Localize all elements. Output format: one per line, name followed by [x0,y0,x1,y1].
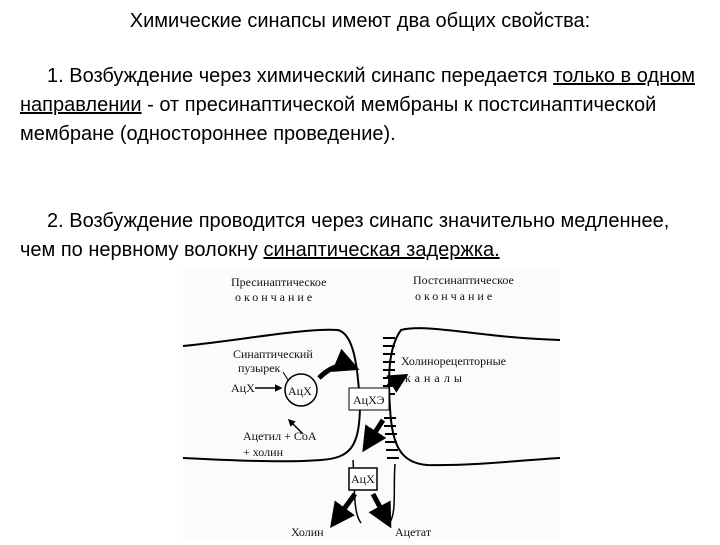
vesicle-label-2: пузырек [238,361,281,375]
ach-left-label: АцХ [231,381,255,395]
postsyn-label-1: Постсинаптическое [413,273,514,287]
paragraph-one-rest: - от пресинаптической мембраны к постсинаптической мембране (одностороннее проведение). [20,94,657,145]
paragraph-two [20,207,710,265]
postsyn-label-2: окончание [415,289,496,303]
vesicle-ach: АцХ [288,384,312,398]
acetyl-label-1: Ацетил + СоА [243,429,317,443]
acetyl-label-2: + холин [243,445,283,459]
vesicle-label-1: Синаптический [233,347,313,361]
paragraph-one-underlined: только в одном направлении [20,65,695,116]
ache-label: АцХЭ [353,393,385,407]
channels-label-1: Холинорецепторные [401,354,506,368]
synapse-diagram [183,268,560,540]
paragraph-two-intro: 2. Возбуждение проводится через синапс значительно медленнее, чем по нервному волокну [20,210,670,261]
choline-label: Холин [291,525,324,539]
paragraph-one [20,62,710,149]
presyn-label-1: Пресинаптическое [231,275,327,289]
paragraph-one-intro: 1. Возбуждение через химический синапс передается [47,65,548,87]
slide-title: Химические синапсы имеют два общих свойства: [129,10,591,32]
acetate-label: Ацетат [395,525,432,539]
ach-box-label: АцХ [351,472,375,486]
synapse-diagram-svg [183,268,560,540]
channels-label-2: каналы [405,371,466,385]
paragraph-two-underlined: синаптическая задержка. [263,239,500,261]
presyn-label-2: окончание [235,290,316,304]
